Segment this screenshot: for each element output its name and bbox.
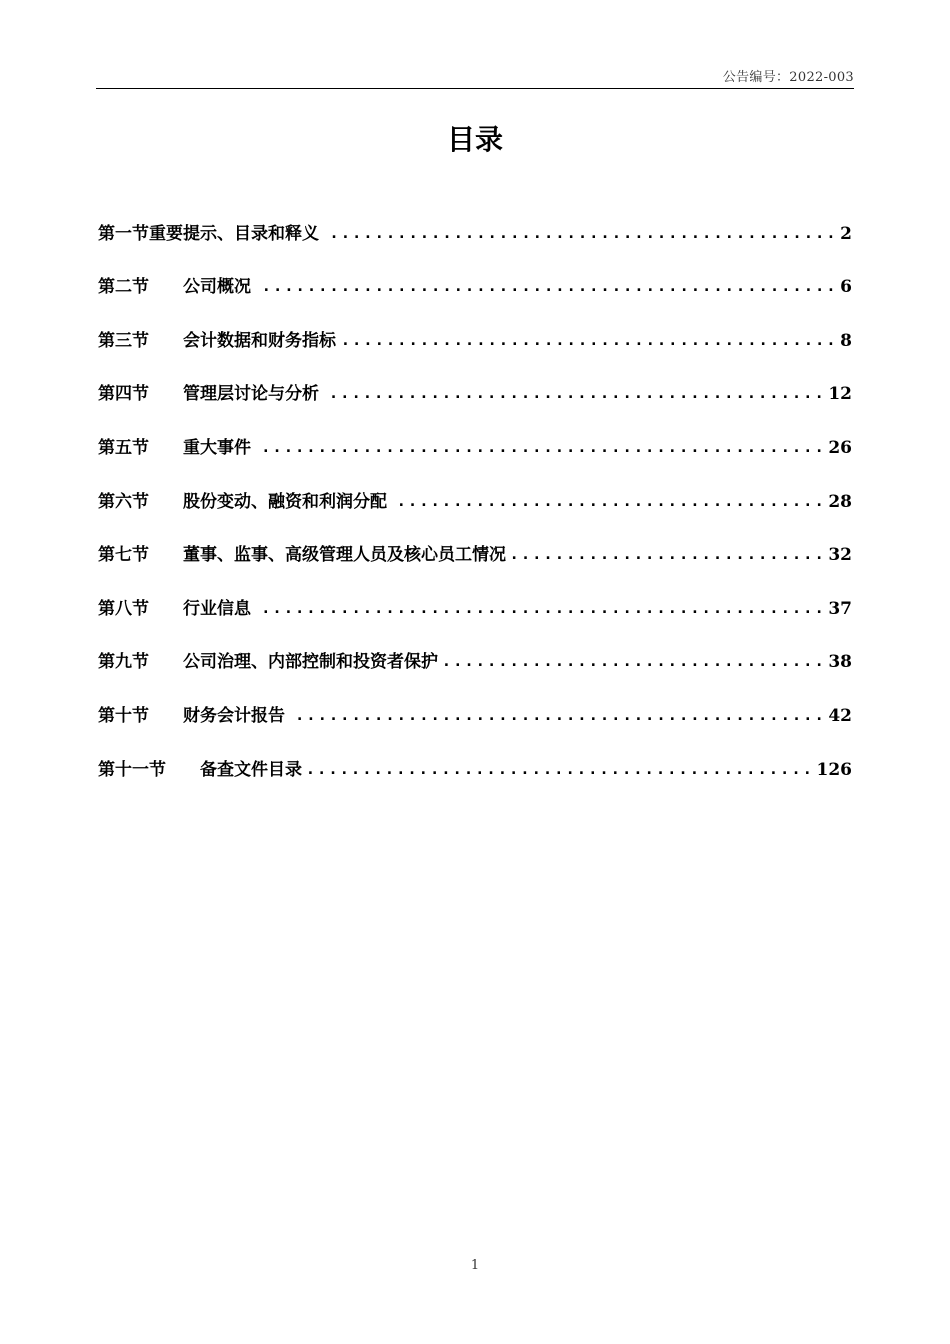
toc-entry-11[interactable] xyxy=(98,750,852,804)
toc-entry-1[interactable] xyxy=(98,214,852,268)
toc-entry-title: 会计数据和财务指标 xyxy=(183,330,336,351)
toc-section-label: 第十节 xyxy=(98,705,149,726)
toc-entry-title: 公司概况 xyxy=(183,277,251,298)
toc-page-number: 2 xyxy=(840,223,852,244)
toc-entry-title: 重要提示、目录和释义 xyxy=(149,223,319,244)
table-of-contents xyxy=(98,214,852,804)
toc-section-label: 第四节 xyxy=(98,384,149,405)
toc-entry-5[interactable] xyxy=(98,428,852,482)
announcement-number: 公告编号：2022-003 xyxy=(722,70,854,85)
toc-dot-leader xyxy=(325,387,822,404)
toc-page-number: 37 xyxy=(828,598,852,619)
toc-page-number: 28 xyxy=(828,491,852,512)
toc-section-label: 第九节 xyxy=(98,652,149,673)
toc-entry-6[interactable] xyxy=(98,482,852,536)
toc-dot-leader xyxy=(291,709,822,726)
toc-page-number: 26 xyxy=(828,437,852,458)
toc-page-number: 8 xyxy=(840,330,852,351)
toc-entry-title: 董事、监事、高级管理人员及核心员工情况 xyxy=(183,545,506,566)
toc-page-number: 12 xyxy=(828,384,852,405)
toc-dot-leader xyxy=(257,602,822,619)
toc-dot-leader xyxy=(257,441,822,458)
toc-page-number: 32 xyxy=(828,545,852,566)
toc-page-number: 42 xyxy=(828,705,852,726)
toc-entry-title: 公司治理、内部控制和投资者保护 xyxy=(183,652,438,673)
toc-entry-8[interactable] xyxy=(98,589,852,643)
toc-entry-10[interactable] xyxy=(98,696,852,750)
toc-entry-title: 重大事件 xyxy=(183,437,251,458)
toc-entry-4[interactable] xyxy=(98,375,852,429)
toc-entry-title: 行业信息 xyxy=(183,598,251,619)
toc-section-label: 第十一节 xyxy=(98,759,166,780)
toc-dot-leader xyxy=(308,763,811,780)
toc-dot-leader xyxy=(444,655,822,672)
toc-section-label: 第三节 xyxy=(98,330,149,351)
toc-entry-title: 财务会计报告 xyxy=(183,705,285,726)
toc-section-label: 第二节 xyxy=(98,277,149,298)
toc-dot-leader xyxy=(393,495,822,512)
toc-dot-leader xyxy=(512,548,822,565)
toc-section-label: 第一节 xyxy=(98,223,149,244)
toc-dot-leader xyxy=(257,280,834,297)
page-number: 1 xyxy=(470,1258,480,1273)
toc-page-number: 6 xyxy=(840,277,852,298)
toc-entry-7[interactable] xyxy=(98,536,852,590)
toc-entry-title: 管理层讨论与分析 xyxy=(183,384,319,405)
toc-page-number: 38 xyxy=(828,652,852,673)
toc-entry-3[interactable] xyxy=(98,321,852,375)
toc-entry-9[interactable] xyxy=(98,643,852,697)
toc-dot-leader xyxy=(325,227,834,244)
toc-page-number: 126 xyxy=(816,759,852,780)
toc-section-label: 第五节 xyxy=(98,437,149,458)
toc-entry-2[interactable] xyxy=(98,268,852,322)
header-divider xyxy=(96,88,854,89)
toc-section-label: 第七节 xyxy=(98,545,149,566)
toc-entry-title: 股份变动、融资和利润分配 xyxy=(183,491,387,512)
toc-section-label: 第六节 xyxy=(98,491,149,512)
toc-entry-title: 备查文件目录 xyxy=(200,759,302,780)
page-title: 目录 xyxy=(446,123,503,156)
toc-section-label: 第八节 xyxy=(98,598,149,619)
toc-dot-leader xyxy=(342,334,834,351)
